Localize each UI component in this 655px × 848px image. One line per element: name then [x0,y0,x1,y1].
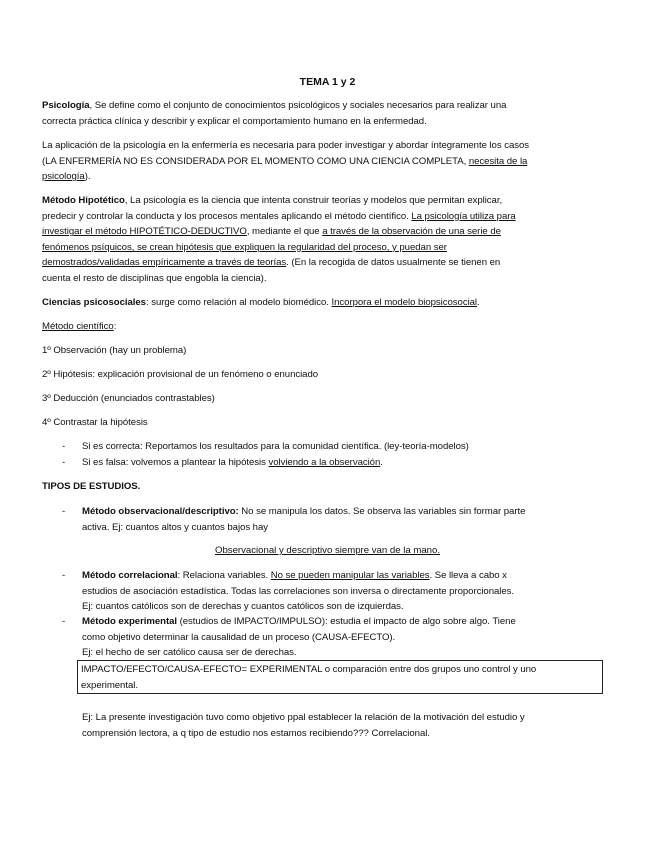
step-3: 3º Deducción (enunciados contrastables) [42,393,215,404]
term-ciencias-psicosociales: Ciencias psicosociales [42,297,146,308]
bullet-dash: - [62,441,66,452]
final-example: Ej: La presente investigación tuvo como objetivo ppal establecer la relación de la motivación del estudio y comprensión lectora, a q tipo de estudio nos estamos recibiendo??? Correlacional. [82,712,525,739]
bullet-dash: - [62,506,66,517]
term-psicologia: Psicología [42,100,90,111]
observacional-note: Observacional y descriptivo siempre van de la mano. [214,545,441,556]
paragraph-metodo-hipotetico: Método Hipotético, La psicología es la ciencia que intenta construir teorías y modelos que permitan explicar, predecir y controlar la conducta y los procesos mentales aplicando el método científico. La psicología utiliza para investigar el método HIPOTÉTICO-DEDUCTIVO, mediante el que a través de la observación de una serie de fenómenos psíquicos, se crean hipótesis que expliquen la regularidad del proceso, y puedan ser demostrados/validadas empíricamente a través de teorías. (En la recogida de datos usualmente se tienen en cuenta el resto de disciplinas que engobla la ciencia). [42,195,516,284]
item-correlacional: Método correlacional: Relaciona variables. No se pueden manipular las variables. Se lleva a cabo x estudios de asociación estadística. Todas las correlaciones son inversa o directamente proporcionales. Ej: cuantos católicos son de derechas y cuantos católicos son de izquierdas. [82,570,515,613]
bullet-correcta: Si es correcta: Reportamos los resultados para la comunidad científica. (ley-teoría-modelos) [82,441,469,452]
step-1: 1º Observación (hay un problema) [42,345,187,356]
boxed-note-text: IMPACTO/EFECTO/CAUSA-EFECTO= EXPERIMENTAL o comparación entre dos grupos uno control y uno experimental. [81,664,537,691]
paragraph-psicologia: Psicología, Se define como el conjunto de conocimientos psicológicos y sociales necesarios para realizar una correcta práctica clínica y describir y explicar el comportamiento humano en la enfermedad. [42,100,507,127]
paragraph-aplicacion: La aplicación de la psicología en la enfermería es necesaria para poder investigar y abordar íntegramente los casos (LA ENFERMERÍA NO ES CONSIDERADA POR EL MOMENTO COMO UNA CIENCIA COMPLETA, necesita de la psicología). [42,140,530,183]
step-4: 4º Contrastar la hipótesis [42,417,148,428]
boxed-note [77,660,603,694]
heading-tipos-estudios: TIPOS DE ESTUDIOS. [42,481,141,492]
term-metodo-hipotetico: Método Hipotético [42,195,125,206]
heading-metodo-cientifico: Método científico: [42,321,117,332]
bullet-falsa: Si es falsa: volvemos a plantear la hipótesis volviendo a la observación. [82,457,383,468]
item-experimental: Método experimental (estudios de IMPACTO/IMPULSO): estudia el impacto de algo sobre algo. Tiene como objetivo determinar la causalidad de un proceso (CAUSA-EFECTO). Ej: el hecho de ser católico causa ser de derechas. [82,616,516,659]
step-2: 2º Hipótesis: explicación provisional de un fenómeno o enunciado [42,369,319,380]
bullet-dash: - [62,570,66,581]
bullet-dash: - [62,616,66,627]
bullet-dash: - [62,457,66,468]
page-title: TEMA 1 y 2 [299,76,356,88]
paragraph-ciencias-psicosociales: Ciencias psicosociales: surge como relación al modelo biomédico. Incorpora el modelo biopsicosocial. [42,297,480,308]
item-observacional: Método observacional/descriptivo: No se manipula los datos. Se observa las variables sin formar parte activa. Ej: cuantos altos y cuantos bajos hay [82,506,526,533]
